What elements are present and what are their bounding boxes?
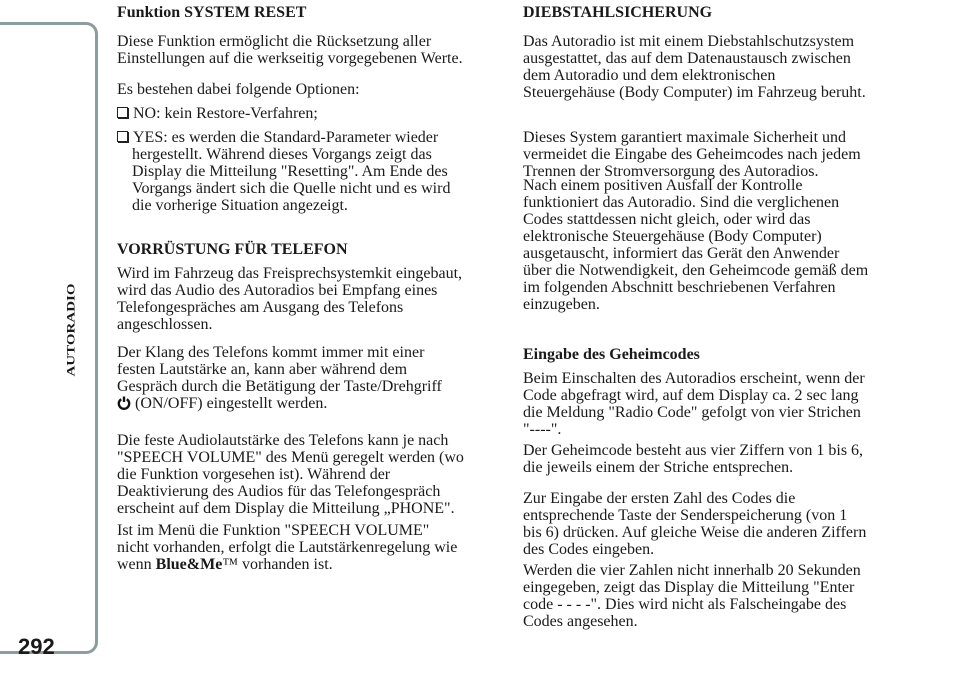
- paragraph: [117, 344, 442, 412]
- option-yes: [117, 129, 522, 214]
- option-text: NO: kein Restore-Verfahren;: [133, 105, 318, 122]
- checkbox-bullet-icon: [117, 131, 128, 142]
- power-icon: [117, 396, 131, 410]
- page-number: 292: [18, 634, 55, 659]
- paragraph-text: ™ vorhanden ist.: [222, 556, 333, 573]
- paragraph: Das Autoradio ist mit einem Diebstahlschutzsystem ausgestattet, das auf dem Datenaustausch zwischen dem Autoradio und dem elektronischen Steuergehäuse (Body Computer) im Fahrzeug beruht.: [523, 33, 866, 101]
- heading-telefon: VORRÜSTUNG FÜR TELEFON: [117, 241, 348, 258]
- heading-system-reset: Funktion SYSTEM RESET: [117, 4, 307, 21]
- checkbox-bullet-icon: [117, 107, 128, 118]
- paragraph: Zur Eingabe der ersten Zahl des Codes die entsprechende Taste der Senderspeicherung (von 1 bis 6) drücken. Auf gleiche Weise die anderen Ziffern des Codes eingeben.: [523, 490, 867, 558]
- paragraph-text: Ist im Menü die Funktion "SPEECH VOLUME" nicht vorhanden, erfolgt die Lautstärkenregelung wie wenn: [117, 522, 458, 573]
- heading-diebstahlsicherung: DIEBSTAHLSICHERUNG: [523, 4, 713, 21]
- paragraph: [117, 522, 457, 573]
- heading-geheimcode: Eingabe des Geheimcodes: [523, 346, 700, 363]
- paragraph: Es bestehen dabei folgende Optionen:: [117, 81, 360, 98]
- paragraph: Wird im Fahrzeug das Freisprechsystemkit eingebaut, wird das Audio des Autoradios bei Empfang eines Telefongespräches am Ausgang des Telefons angeschlossen.: [117, 265, 463, 333]
- brand-name: Blue&Me: [155, 556, 223, 573]
- paragraph: Die feste Audiolautstärke des Telefons kann je nach "SPEECH VOLUME" des Menü geregelt werden (wo die Funktion vorgesehen ist). Während der Deaktivierung des Audios für das Telefongespräch erscheint auf dem Display die Mitteilung „PHONE".: [117, 432, 464, 517]
- paragraph: Der Geheimcode besteht aus vier Ziffern von 1 bis 6, die jeweils einem der Striche entsprechen.: [523, 442, 864, 476]
- paragraph: Dieses System garantiert maximale Sicherheit und vermeidet die Eingabe des Geheimcodes nach jedem Trennen der Stromversorgung des Autoradios.: [523, 129, 861, 180]
- option-no: [117, 105, 318, 122]
- option-text: YES: es werden die Standard-Parameter wieder hergestellt. Während dieses Vorgangs zeigt das Display die Mitteilung "Resetting". Am Ende des Vorgangs ändert sich die Quelle nicht und es wird die vorherige Situation angezeigt.: [132, 129, 451, 214]
- side-tab-frame: [0, 22, 98, 654]
- paragraph-text: Der Klang des Telefons kommt immer mit einer festen Lautstärke an, kann aber während dem Gespräch durch die Betätigung der Taste/Drehgriff: [117, 344, 442, 395]
- paragraph: Werden die vier Zahlen nicht innerhalb 20 Sekunden eingegeben, zeigt das Display die Mitteilung "Enter code - - - -". Dies wird nicht als Falscheingabe des Codes angesehen.: [523, 562, 861, 630]
- paragraph: Diese Funktion ermöglicht die Rücksetzung aller Einstellungen auf die werkseitig vorgegebenen Werte.: [117, 33, 463, 67]
- paragraph-text: (ON/OFF) eingestellt werden.: [131, 395, 328, 412]
- paragraph: Beim Einschalten des Autoradios erscheint, wenn der Code abgefragt wird, auf dem Display ca. 2 sec lang die Meldung "Radio Code" gefolgt von vier Strichen "----".: [523, 370, 865, 438]
- paragraph: Nach einem positiven Ausfall der Kontrolle funktioniert das Autoradio. Sind die verglichenen Codes stattdessen nicht gleich, oder wird das elektronische Steuergehäuse (Body Computer) ausgetauscht, informiert das Gerät den Anwender über die Notwendigkeit, den Geheimcode gemäß dem im folgenden Abschnitt beschriebenen Verfahren einzugeben.: [523, 177, 869, 313]
- section-label: AUTORADIO: [65, 283, 78, 377]
